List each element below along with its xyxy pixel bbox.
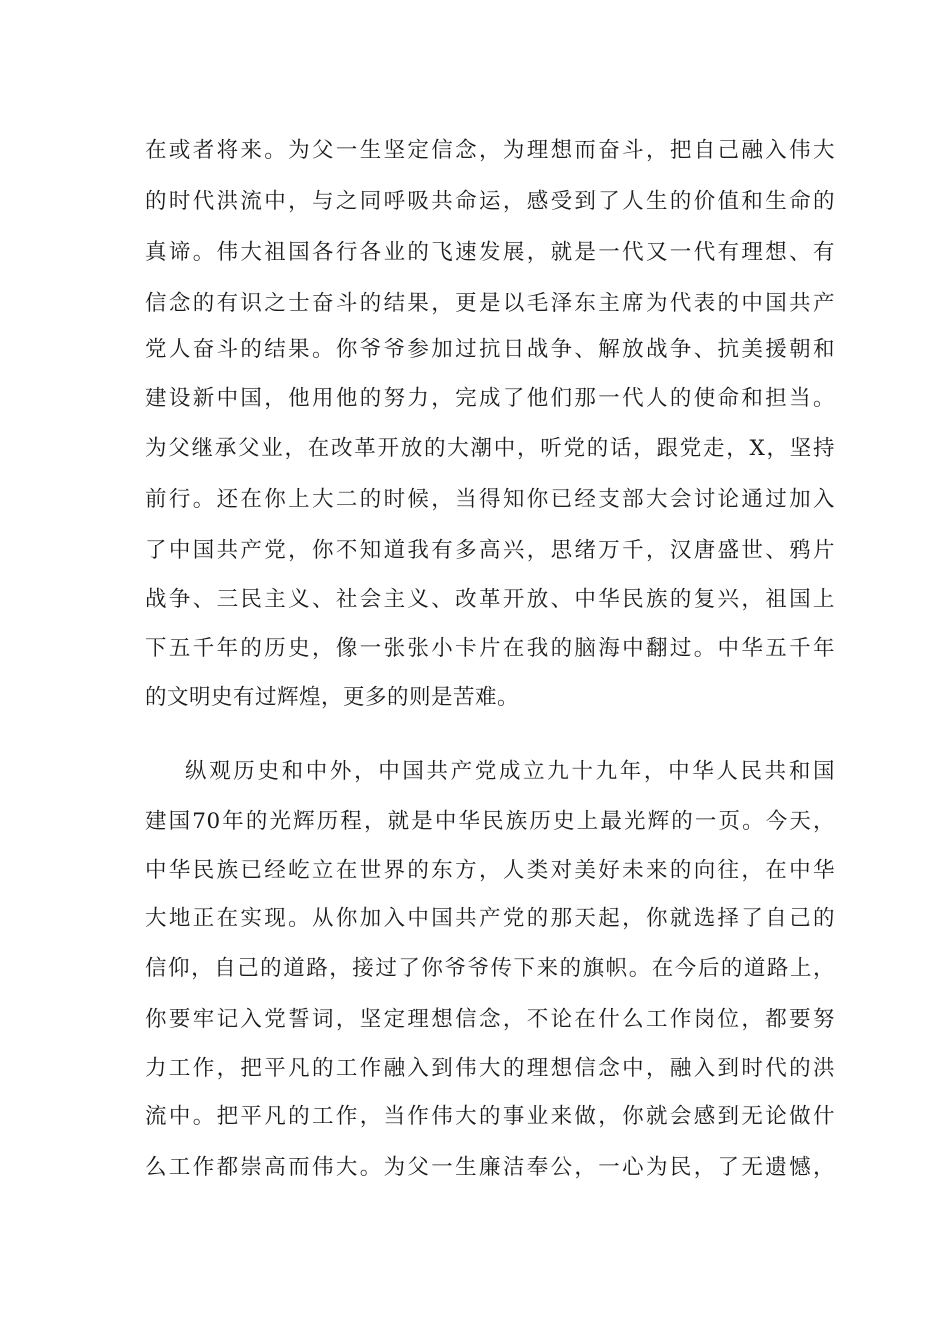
text-line: 建设新中国，他用他的努力，完成了他们那一代人的使命和担当。 xyxy=(145,386,835,411)
text-line: 建国70年的光辉历程，就是中华民族历史上最光辉的一页。今天， xyxy=(145,809,835,834)
text-line: 了中国共产党，你不知道我有多高兴，思绪万千，汉唐盛世、鸦片 xyxy=(145,538,835,563)
text-line: 党人奋斗的结果。你爷爷参加过抗日战争、解放战争、抗美援朝和 xyxy=(145,337,835,362)
text-line: 在或者将来。为父一生坚定信念，为理想而奋斗，把自己融入伟大 xyxy=(145,138,835,163)
text-line: 的文明史有过辉煌，更多的则是苦难。 xyxy=(145,685,520,710)
text-line: 流中。把平凡的工作，当作伟大的事业来做，你就会感到无论做什 xyxy=(145,1104,835,1129)
text-line: 的时代洪流中，与之同呼吸共命运，感受到了人生的价值和生命的 xyxy=(145,189,835,214)
text-line: 大地正在实现。从你加入中国共产党的那天起，你就选择了自己的 xyxy=(145,906,835,931)
text-line: 么工作都崇高而伟大。为父一生廉洁奉公，一心为民，了无遗憾， xyxy=(145,1155,835,1180)
text-line: 战争、三民主义、社会主义、改革开放、中华民族的复兴，祖国上 xyxy=(145,587,835,612)
text-line: 前行。还在你上大二的时候，当得知你已经支部大会讨论通过加入 xyxy=(145,487,835,512)
text-line: 中华民族已经屹立在世界的东方，人类对美好未来的向往，在中华 xyxy=(145,858,835,883)
text-line: 力工作，把平凡的工作融入到伟大的理想信念中，融入到时代的洪 xyxy=(145,1056,835,1081)
text-line: 为父继承父业，在改革开放的大潮中，听党的话，跟党走，X，坚持 xyxy=(145,436,835,461)
text-line: 你要牢记入党誓词，坚定理想信念，不论在什么工作岗位，都要努 xyxy=(145,1007,835,1032)
text-line: 信念的有识之士奋斗的结果，更是以毛泽东主席为代表的中国共产 xyxy=(145,291,835,316)
text-line: 真谛。伟大祖国各行各业的飞速发展，就是一代又一代有理想、有 xyxy=(145,240,835,265)
text-line: 信仰，自己的道路，接过了你爷爷传下来的旗帜。在今后的道路上， xyxy=(145,956,835,981)
text-line: 下五千年的历史，像一张张小卡片在我的脑海中翻过。中华五千年 xyxy=(145,636,835,661)
text-line: 纵观历史和中外，中国共产党成立九十九年，中华人民共和国 xyxy=(185,759,835,784)
